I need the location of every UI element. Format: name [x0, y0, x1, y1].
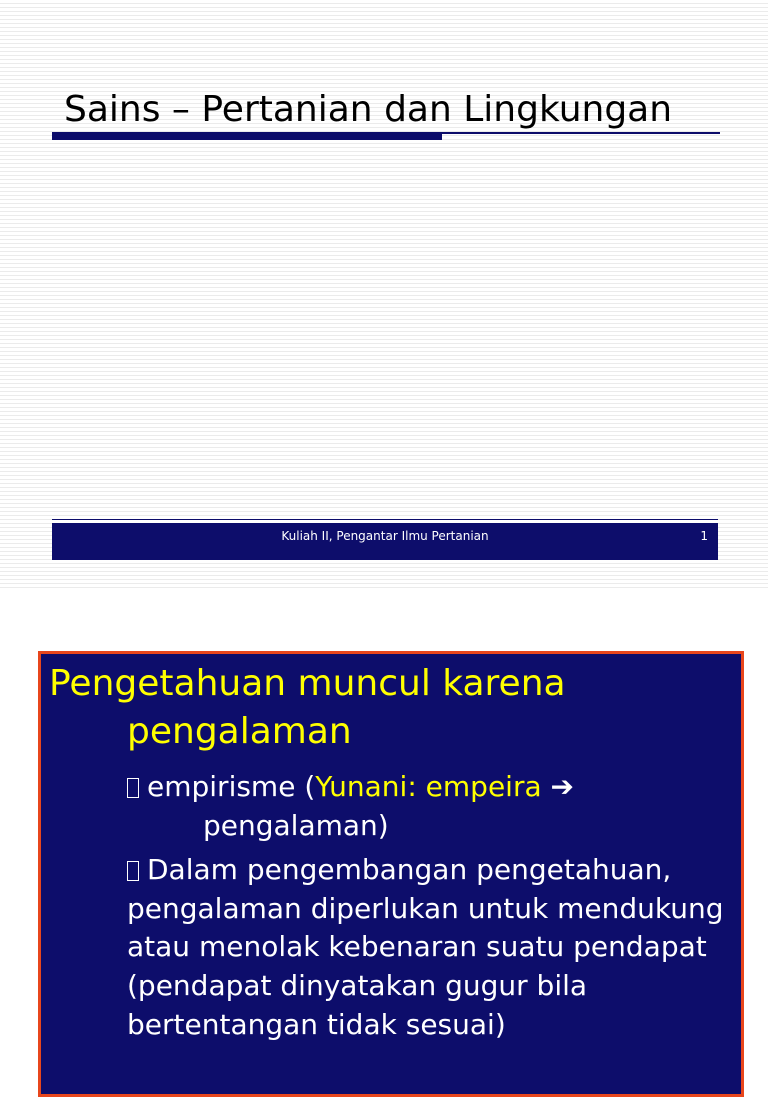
heading-line-2: pengalaman [127, 711, 352, 752]
bullet-1-prefix: empirisme ( [147, 770, 316, 803]
bullet-1 [127, 768, 574, 806]
bullet-1-highlight: Yunani: empeira [315, 770, 542, 803]
slide-2 [0, 590, 768, 1041]
bullet-2-line-2: pengalaman diperlukan untuk mendukung [127, 892, 724, 925]
content-panel [38, 651, 744, 1097]
footer-divider [52, 519, 718, 520]
bullet-2 [127, 851, 671, 889]
bullet-2-line-5: bertentangan tidak sesuai) [127, 1008, 506, 1041]
slide-footer [52, 523, 718, 560]
bullet-1-continuation: pengalaman) [203, 809, 389, 842]
slide-heading [49, 660, 566, 756]
slide-title: Sains – Pertanian dan Lingkungan [64, 89, 673, 130]
bullet-2-line-1: Dalam pengembangan pengetahuan, [147, 853, 672, 886]
arrow-right-icon: ➔ [550, 770, 574, 803]
title-underline-accent [52, 132, 442, 140]
footer-page-number: 1 [700, 529, 708, 543]
heading-line-1: Pengetahuan muncul karena [49, 663, 566, 704]
bullet-2-line-3: atau menolak kebenaran suatu pendapat [127, 930, 707, 963]
footer-course-label: Kuliah II, Pengantar Ilmu Pertanian [281, 529, 489, 543]
bullet-2-line-4: (pendapat dinyatakan gugur bila [127, 969, 588, 1002]
bullet-box-icon [127, 778, 139, 798]
bullet-box-icon [127, 861, 139, 881]
